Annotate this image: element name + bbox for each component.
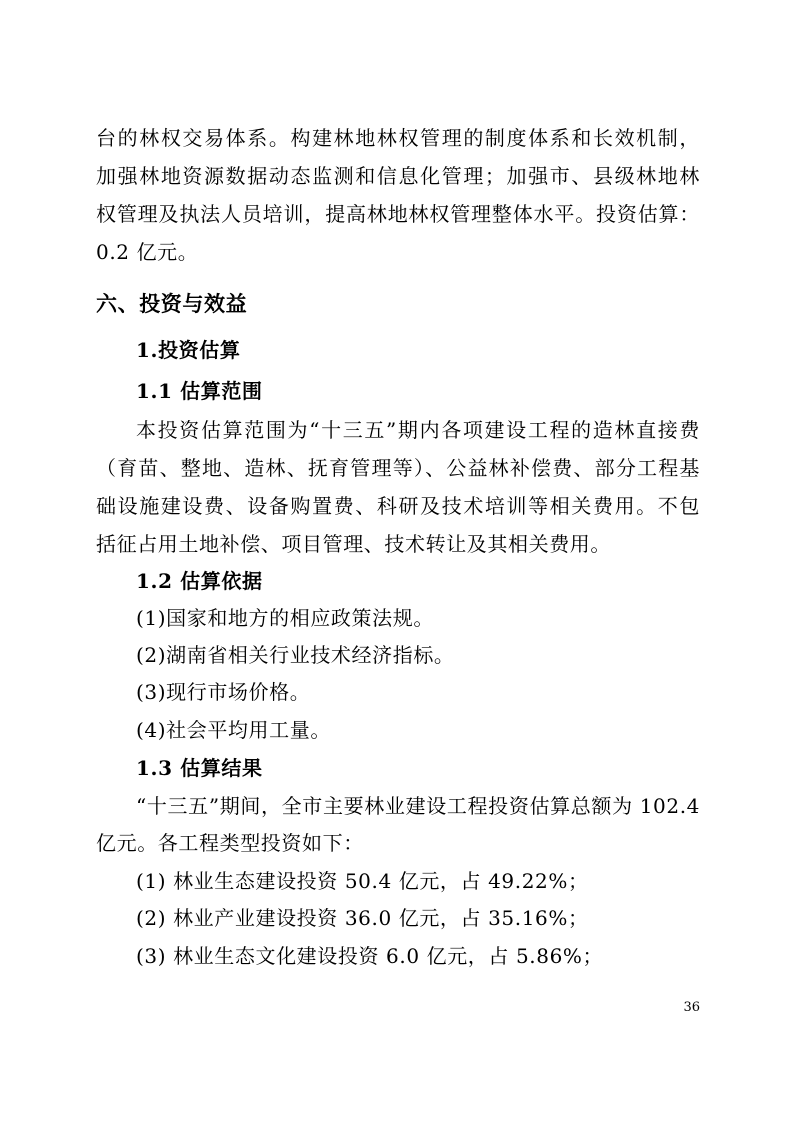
subsection-heading: 1.1 估算范围: [136, 379, 263, 403]
list-item: (2)湖南省相关行业技术经济指标。: [136, 643, 455, 667]
paragraph-line: 亿元。各工程类型投资如下：: [96, 831, 364, 855]
subsection-heading: 1.投资估算: [136, 338, 241, 362]
paragraph-line: 权管理及执法人员培训，提高林地林权管理整体水平。投资估算：: [96, 202, 700, 226]
paragraph-line: 括征占用土地补偿、项目管理、技术转让及其相关费用。: [96, 532, 611, 556]
paragraph-line: （育苗、整地、造林、抚育管理等）、公益林补偿费、部分工程基: [96, 456, 700, 480]
paragraph-line: “十三五”期间，全市主要林业建设工程投资估算总额为 102.4: [136, 794, 700, 818]
list-item: (4)社会平均用工量。: [136, 718, 331, 742]
list-item: (3) 林业生态文化建设投资 6.0 亿元，占 5.86%；: [136, 944, 604, 968]
paragraph-line: 0.2 亿元。: [96, 240, 199, 264]
list-item: (1) 林业生态建设投资 50.4 亿元，占 49.22%；: [136, 869, 589, 893]
list-item: (2) 林业产业建设投资 36.0 亿元，占 35.16%；: [136, 906, 589, 930]
section-heading: 六、投资与效益: [96, 291, 248, 316]
paragraph-line: 本投资估算范围为“十三五”期内各项建设工程的造林直接费: [136, 418, 700, 442]
paragraph-line: 台的林权交易体系。构建林地林权管理的制度体系和长效机制，: [96, 126, 700, 150]
subsection-heading: 1.3 估算结果: [136, 756, 263, 780]
paragraph-line: 加强林地资源数据动态监测和信息化管理；加强市、县级林地林: [96, 164, 700, 188]
paragraph-line: 础设施建设费、设备购置费、科研及技术培训等相关费用。不包: [96, 494, 700, 518]
subsection-heading: 1.2 估算依据: [136, 569, 263, 593]
list-item: (3)现行市场价格。: [136, 680, 311, 704]
page-number: 36: [683, 1000, 700, 1015]
list-item: (1)国家和地方的相应政策法规。: [136, 606, 434, 630]
